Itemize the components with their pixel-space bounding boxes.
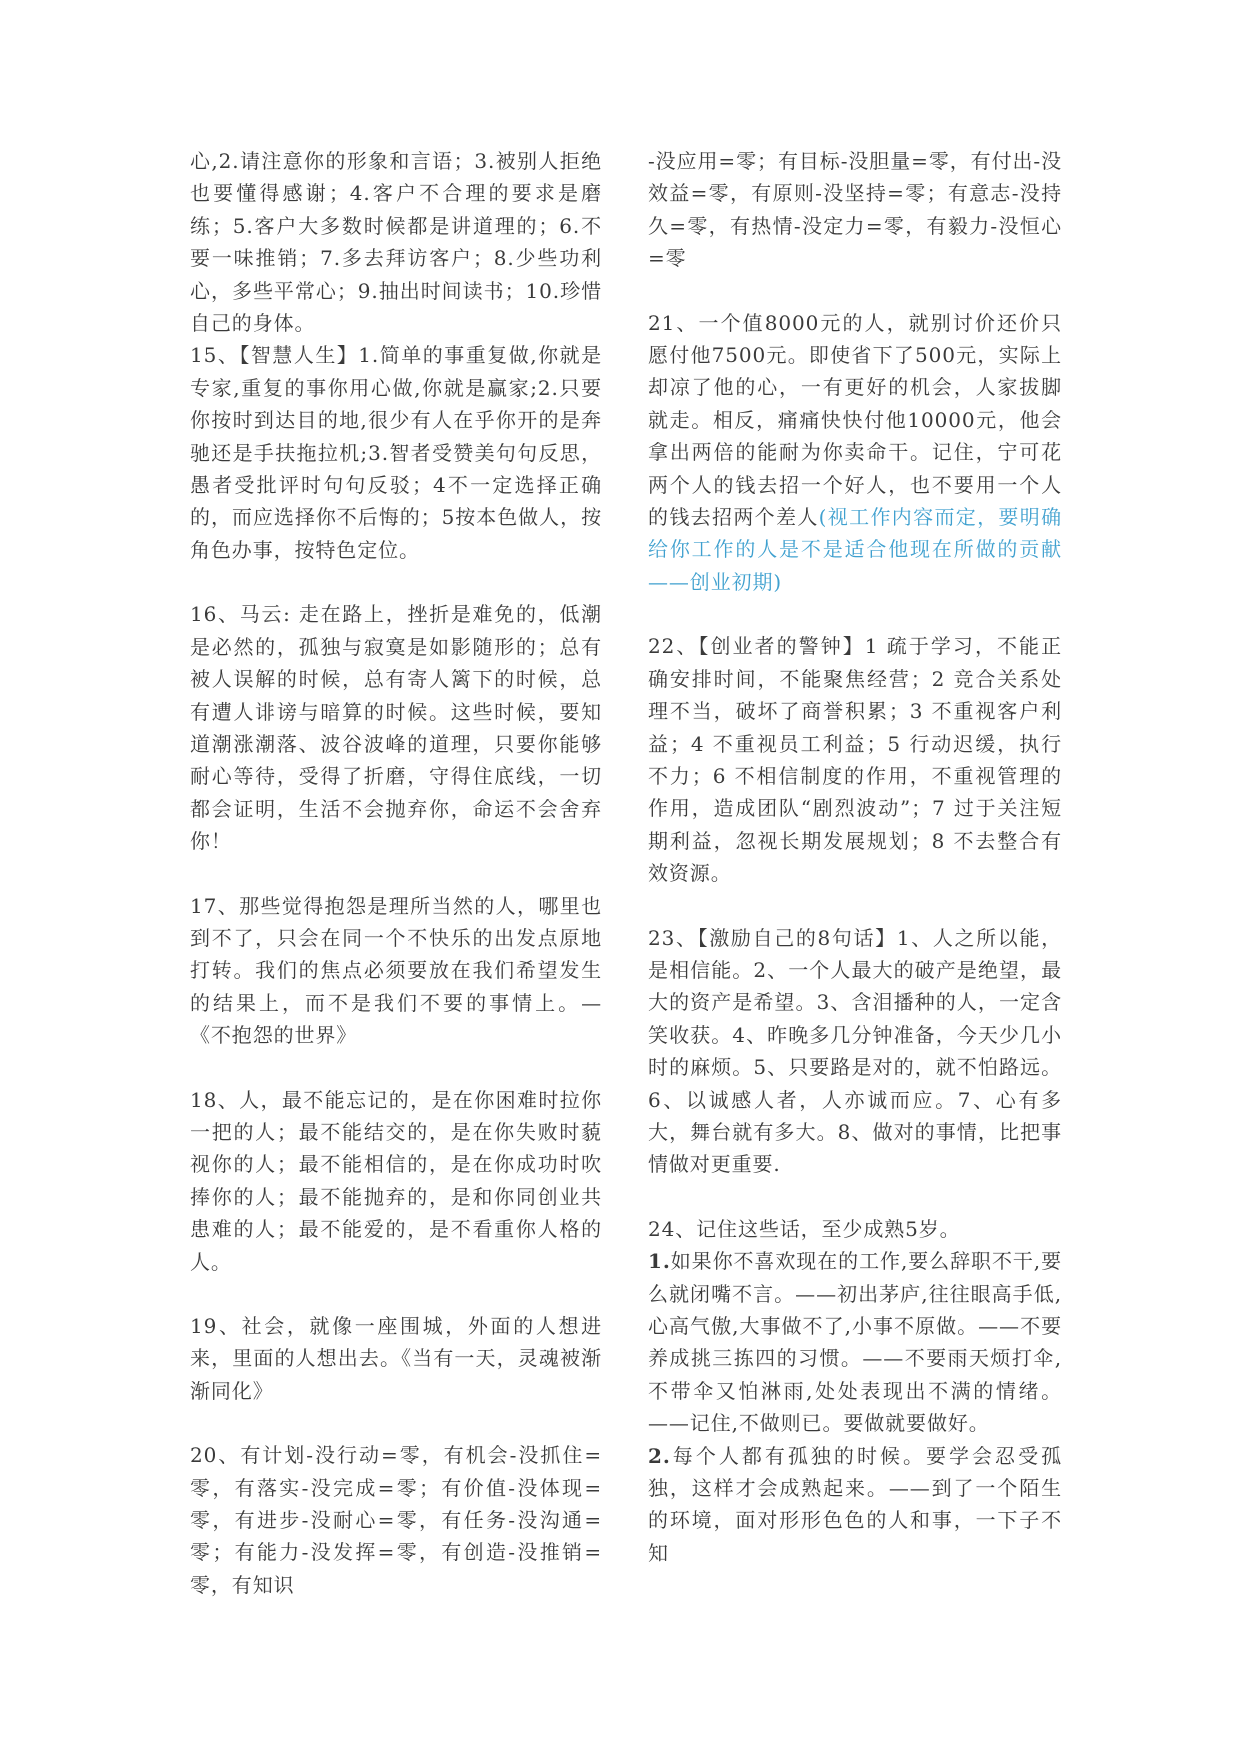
item-2-number: 2. <box>648 1443 671 1468</box>
paragraph-22: 22、【创业者的警钟】1 疏于学习，不能正确安排时间，不能聚焦经营；2 竞合关系处理不当，破坏了商誉积累；3 不重视客户利益；4 不重视员工利益；5 行动迟缓，执行不力；6 不相信制度的作用，不重视管理的作用，造成团队“剧烈波动”；7 过于关注短期利益，忽视长期发展规划；8 不去整合有效资源。 <box>648 634 1062 886</box>
paragraph-21-highlight-note: (视工作内容而定，要明确给你工作的人是不是适合他现在所做的贡献——创业初期) <box>648 505 1062 594</box>
paragraph-20-continued: -没应用=零；有目标-没胆量=零，有付出-没效益=零，有原则-没坚持=零；有意志-没持久=零，有热情-没定力=零，有毅力-没恒心=零 <box>648 149 1062 271</box>
paragraph-23: 23、【激励自己的8句话】1、人之所以能，是相信能。2、一个人最大的破产是绝望，最大的资产是希望。3、含泪播种的人，一定含笑收获。4、昨晚多几分钟准备，今天少几小时的麻烦。5、只要路是对的，就不怕路远。6、以诚感人者，人亦诚而应。7、心有多大，舞台就有多大。8、做对的事情，比把事情做对更重要. <box>648 925 1062 1177</box>
item-2-text: 每个人都有孤独的时候。要学会忍受孤独，这样才会成熟起来。——到了一个陌生的环境，面对形形色色的人和事，一下子不知 <box>648 1443 1062 1565</box>
paragraph-14-continued: 心,2.请注意你的形象和言语；3.被别人拒绝也要懂得感谢；4.客户不合理的要求是磨练；5.客户大多数时候都是讲道理的；6.不要一味推销；7.多去拜访客户；8.少些功利心，多些平常心；9.抽出时间读书；10.珍惜自己的身体。 <box>190 149 602 336</box>
paragraph-17: 17、那些觉得抱怨是理所当然的人，哪里也到不了，只会在同一个不快乐的出发点原地打转。我们的焦点必须要放在我们希望发生的结果上，而不是我们不要的事情上。—《不抱怨的世界》 <box>190 893 602 1048</box>
paragraph-18: 18、人，最不能忘记的，是在你困难时拉你一把的人；最不能结交的，是在你失败时藐视你的人；最不能相信的，是在你成功时吹捧你的人；最不能抛弃的，是和你同创业共患难的人；最不能爱的，是不看重你人格的人。 <box>190 1087 602 1274</box>
item-1-number: 1. <box>648 1249 671 1274</box>
paragraph-19: 19、社会，就像一座围城，外面的人想进来，里面的人想出去。《当有一天，灵魂被渐渐同化》 <box>190 1314 602 1403</box>
paragraph-24-item-1 <box>648 1245 1062 1439</box>
item-1-text: 如果你不喜欢现在的工作,要么辞职不干,要么就闭嘴不言。——初出茅庐,往往眼高手低,心高气傲,大事做不了,小事不原做。——不要养成挑三拣四的习惯。——不要雨天烦打伞,不带伞又怕淋雨,处处表现出不满的情绪。——记住,不做则已。要做就要做好。 <box>648 1249 1062 1436</box>
left-column <box>190 145 602 1601</box>
right-column <box>648 145 1062 1569</box>
paragraph-16: 16、马云: 走在路上，挫折是难免的，低潮是必然的，孤独与寂寞是如影随形的；总有被人误解的时候，总有寄人篱下的时候，总有遭人诽谤与暗算的时候。这些时候，要知道潮涨潮落、波谷波峰的道理，只要你能够耐心等待，受得了折磨，守得住底线，一切都会证明，生活不会抛弃你，命运不会舍弃你！ <box>190 602 602 854</box>
paragraph-24-heading: 24、记住这些话，至少成熟5岁。 <box>648 1216 961 1241</box>
paragraph-15: 15、【智慧人生】1.简单的事重复做,你就是专家,重复的事你用心做,你就是赢家;2.只要你按时到达目的地,很少有人在乎你开的是奔驰还是手扶拖拉机;3.智者受赞美句句反思，愚者受批评时句句反驳；4不一定选择正确的，而应选择你不后悔的；5按本色做人，按角色办事，按特色定位。 <box>190 343 602 562</box>
paragraph-24-item-2 <box>648 1440 1062 1570</box>
paragraph-20: 20、有计划-没行动=零，有机会-没抓住=零，有落实-没完成=零；有价值-没体现=零，有进步-没耐心=零，有任务-没沟通=零；有能力-没发挥=零，有创造-没推销=零，有知识 <box>190 1443 602 1597</box>
paragraph-21-text: 21、一个值8000元的人，就别讨价还价只愿付他7500元。即使省下了500元，实际上却凉了他的心，一有更好的机会，人家拔脚就走。相反，痛痛快快付他10000元，他会拿出两倍的能耐为你卖命干。记住，宁可花两个人的钱去招一个好人，也不要用一个人的钱去招两个差人 <box>648 310 1062 530</box>
paragraph-21 <box>648 307 1062 599</box>
